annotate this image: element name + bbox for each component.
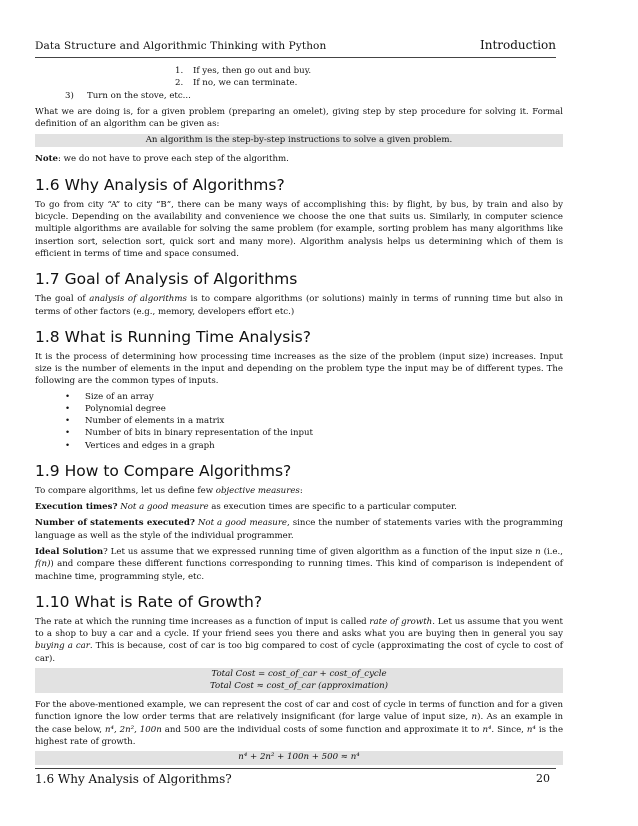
note-text: : we do not have to prove each step of the algorithm.	[58, 154, 289, 165]
input-types-list	[65, 391, 563, 452]
note	[35, 153, 563, 165]
paragraph: To compare algorithms, let us define few objective measures:	[35, 485, 303, 496]
definition-callout: An algorithm is the step-by-step instructions to solve a given problem.	[35, 134, 563, 147]
list-item-text: If yes, then go out and buy.	[193, 66, 312, 76]
bullet-icon: •	[65, 416, 71, 427]
footer-section: 1.6 Why Analysis of Algorithms?	[35, 772, 232, 786]
bullet-icon: •	[65, 403, 71, 414]
execution-times-item: Execution times? Not a good measure as execution times are specific to a particular computer.	[35, 502, 457, 513]
bullet-item: • Size of an array	[65, 391, 154, 402]
bullet-item: • Number of elements in a matrix	[65, 416, 225, 427]
bullet-item: • Polynomial degree	[65, 403, 166, 414]
paragraph: What we are doing is, for a given problem (preparing an omelet), giving step by step procedure for solving it. Formal definition of an algorithm can be given as:	[35, 106, 563, 130]
equation: Total Cost ≈ cost_of_car (approximation)	[209, 680, 389, 691]
bullet-icon: •	[65, 391, 71, 402]
list-item	[175, 65, 563, 77]
header-rule	[35, 57, 556, 58]
paragraph: The goal of analysis of algorithms is to compare algorithms (or solutions) mainly in terms of running time but also in terms of other factors (e.g., memory, developers effort etc.)	[35, 294, 563, 317]
statements-item: Number of statements executed? Not a good measure, since the number of statements varies with the programming language as well as the style of the individual programmer.	[35, 518, 563, 541]
footer-rule	[35, 768, 556, 769]
list-item-text: If no, we can terminate.	[193, 78, 298, 89]
step-three	[65, 90, 563, 102]
sub-steps	[175, 65, 563, 90]
equation: Total Cost = cost_of_car + cost_of_cycle	[211, 669, 387, 680]
chapter-title: Introduction	[480, 38, 556, 52]
list-item-number: 3)	[65, 90, 74, 101]
page-body	[35, 65, 563, 771]
list-item-number: 2.	[175, 78, 184, 89]
section-heading-1-7: 1.7 Goal of Analysis of Algorithms	[35, 270, 298, 289]
book-title: Data Structure and Algorithmic Thinking with Python	[35, 40, 327, 52]
section-heading-1-8: 1.8 What is Running Time Analysis?	[35, 327, 311, 346]
page-number: 20	[536, 772, 550, 785]
list-item-text: Turn on the stove, etc...	[87, 90, 191, 101]
bullet-item: • Vertices and edges in a graph	[65, 440, 215, 451]
bullet-icon: •	[65, 440, 71, 451]
bullet-item: • Number of bits in binary representation of the input	[65, 428, 313, 439]
paragraph: To go from city “A” to city “B”, there can be many ways of accomplishing this: by flight, by bus, by train and also by bicycle. Depending on the availability and convenience we choose the one that suits us. Similarly, in computer science multiple algorithms are available for solving the same problem (for example, sorting problem has many algorithms like insertion sort, selection sort, quick sort and many more). Algorithm analysis helps us determining which of them is efficient in terms of time and space consumed.	[35, 199, 563, 259]
cost-equations	[35, 668, 563, 693]
paragraph: It is the process of determining how processing time increases as the size of the problem (input size) increases. Input size is the number of elements in the input and depending on the problem type the input may be of different types. The following are the common types of inputs.	[35, 351, 563, 387]
section-heading-1-10: 1.10 What is Rate of Growth?	[35, 592, 263, 611]
section-heading-1-6: 1.6 Why Analysis of Algorithms?	[35, 175, 285, 194]
list-item-number: 1.	[175, 66, 184, 76]
note-label: Note	[35, 154, 59, 165]
paragraph: The rate at which the running time increases as a function of input is called rate of growth. Let us assume that you went to a shop to buy a car and a cycle. If your friend sees you there and asks what you are buying then in general you say buying a car. This is because, cost of car is too big compared to cost of cycle (approximating the cost of cycle to cost of car).	[35, 616, 563, 664]
ideal-solution-item: Ideal Solution? Let us assume that we expressed running time of given algorithm as a function of the input size n (i.e., f(n)) and compare these different functions corresponding to running times. This kind of comparison is independent of machine time, programming style, etc.	[35, 546, 563, 582]
bullet-icon: •	[65, 428, 71, 439]
paragraph: For the above-mentioned example, we can represent the cost of car and cost of cycle in terms of function and for a given function ignore the low order terms that are relatively insignificant (for large value of input size, n). As an example in the case below, n⁴, 2n², 100n and 500 are the individual costs of some function and approximate it to n⁴. Since, n⁴ is the highest rate of growth.	[35, 700, 564, 747]
growth-equation: n⁴ + 2n² + 100n + 500 ≈ n⁴	[35, 751, 563, 765]
section-heading-1-9: 1.9 How to Compare Algorithms?	[35, 461, 292, 480]
running-header	[35, 40, 556, 56]
list-item	[175, 77, 563, 89]
